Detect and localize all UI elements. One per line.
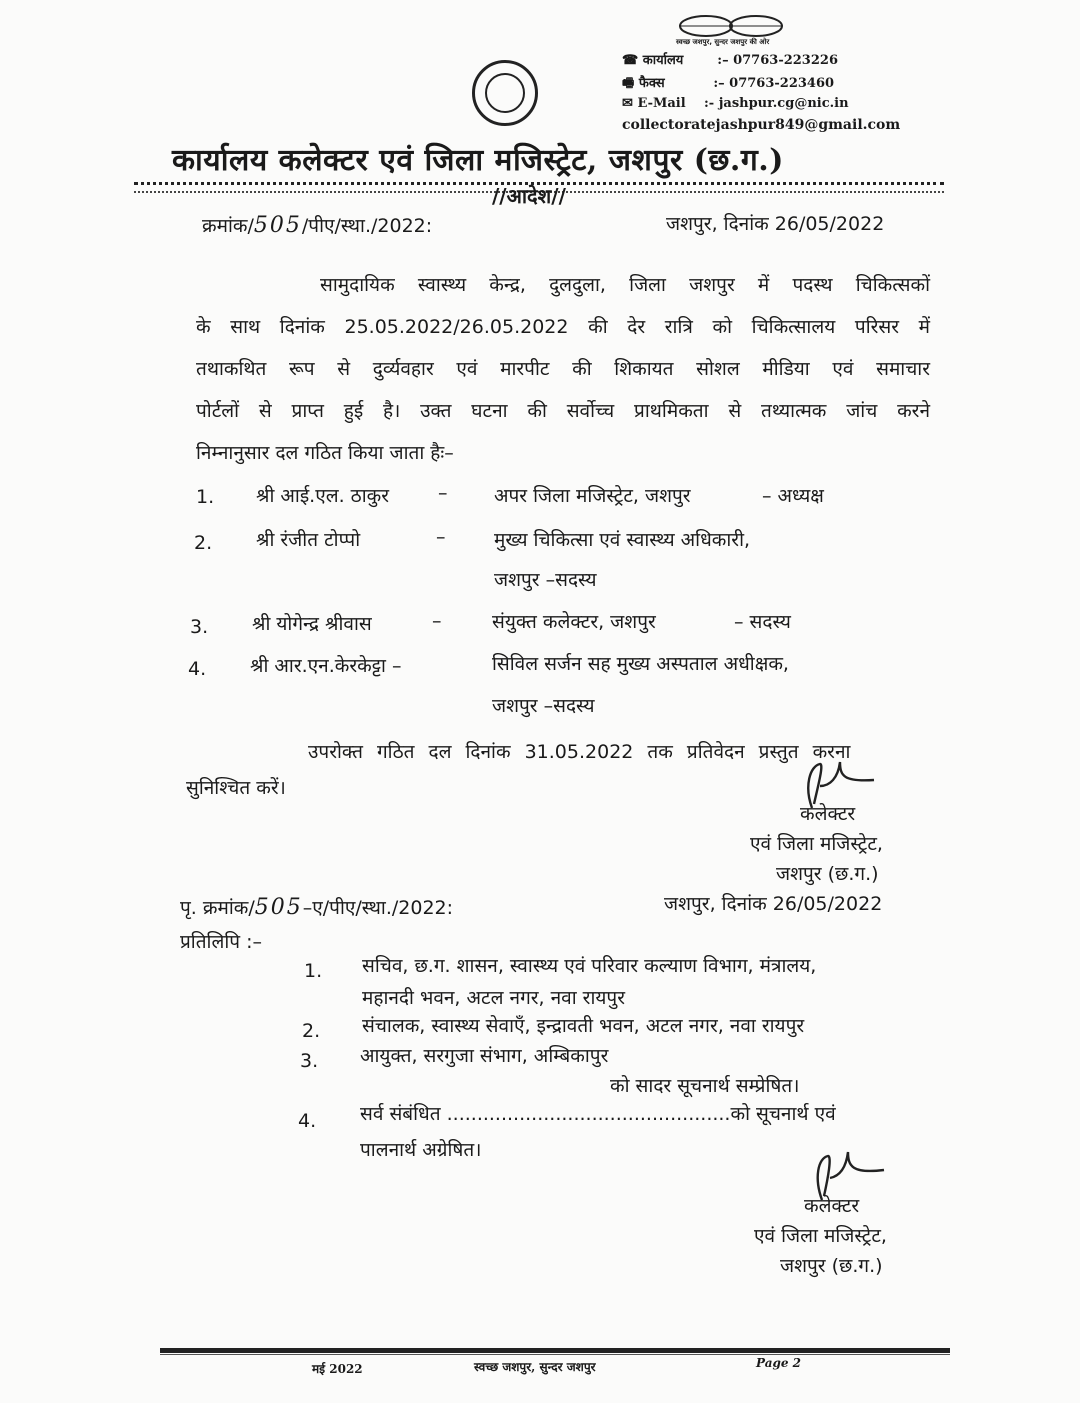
- copy-item-1: सचिव, छ.ग. शासन, स्वास्थ्य एवं परिवार कल्याण विभाग, मंत्रालय,: [362, 955, 817, 977]
- copy-item-4-num: 4.: [298, 1110, 317, 1132]
- logo-tagline: स्वच्छ जशपुर, सुन्दर जशपुर की ओर: [676, 38, 770, 46]
- member-3-num: 3.: [190, 616, 209, 638]
- phone-number: :– 07763-223226: [717, 53, 838, 68]
- forward-note: को सादर सूचनार्थ सम्प्रेषित।: [610, 1075, 800, 1097]
- document-page: स्वच्छ जशपुर, सुन्दर जशपुर की ओर ☎ कार्यालय :– 07763-223226 🖷 फैक्स :– 07763-223460 ✉ E-Mail :- jashpur.cg@nic.in collectoratejashpur849@gmail.com कार्यालय कलेक्टर एवं जिला मजिस्ट्रेट, जशपुर (छ.ग.) //आदेश// क्रमांक/505/पीए/स्था./2022: जशपुर, दिनांक 26/05/2022 सामुदायिक स्वास्थ्य केन्द्र, दुलदुला, जिला जशपुर में पदस्थ चिकित्सकों के साथ दिनांक 25.05.2022/26.05.2022 की देर रात्रि को चिकित्सालय परिसर में तथाकथित रूप से दुर्व्यवहार एवं मारपीट की शिकायत सोशल मीडिया एवं समाचार पोर्टलों से प्राप्त हुई है। उक्त घटना की सर्वोच्च प्राथमिकता से तथ्यात्मक जांच करने निम्नानुसार दल गठित किया जाता हैः– 1. श्री आई.एल. ठाकुर – अपर जिला मजिस्ट्रेट, जशपुर – अध्यक्ष 2. श्री रंजीत टोप्पो – मुख्य चिकित्सा एवं स्वास्थ्य अधिकारी, जशपुर –सदस्य 3. श्री योगेन्द्र श्रीवास – संयुक्त कलेक्टर, जशपुर – सदस्य 4. श्री आर.एन.केरकेट्टा – सिविल सर्जन सह मुख्य अस्पताल अधीक्षक, जशपुर –सदस्य उपरोक्त गठित दल दिनांक 31.05.2022 तक प्रतिवेदन प्रस्तुत करना सुनिश्चित करें। कलेक्टर एवं जिला मजिस्ट्रेट, जशपुर (छ.ग.) पृ. क्रमांक/505–ए/पीए/स्था./2022: जशपुर, दिनांक 26/05/2022 प्रतिलिपि :– 1. सचिव, छ.ग. शासन, स्वास्थ्य एवं परिवार कल्याण विभाग, मंत्रालय, महानदी भवन, अटल नगर, नवा रायपुर 2. संचालक, स्वास्थ्य सेवाएँ, इन्द्रावती भवन, अटल नगर, नवा रायपुर 3. आयुक्त, सरगुजा संभाग, अम्बिकापुर को सादर सूचनार्थ सम्प्रेषित। 4. सर्व संबंधित ...............................................को सूचनार्थ एवं पालनार्थ अग्रेषित। कलेक्टर एवं जिला मजिस्ट्रेट, जशपुर (छ.ग.) मई 2022 स्वच्छ जशपुर, सुन्दर जशपुर Page 2: [0, 0, 1080, 1403]
- member-2-post: मुख्य चिकित्सा एवं स्वास्थ्य अधिकारी,: [494, 529, 751, 551]
- member-4-num: 4.: [188, 658, 207, 680]
- phone-icon: ☎: [622, 53, 639, 68]
- member-2-num: 2.: [194, 532, 213, 554]
- email-row: ✉ E-Mail :- jashpur.cg@nic.in: [622, 96, 849, 111]
- signatory-title: कलेक्टर: [800, 803, 856, 825]
- copy-item-3: आयुक्त, सरगुजा संभाग, अम्बिकापुर: [360, 1045, 609, 1067]
- mail-icon: ✉: [622, 96, 633, 111]
- footer-page-number: Page 2: [756, 1356, 802, 1370]
- copy-ref-number-handwritten: 505: [254, 895, 303, 920]
- fax-icon: 🖷: [622, 76, 635, 91]
- copy-item-2: संचालक, स्वास्थ्य सेवाएँ, इन्द्रावती भवन, अटल नगर, नवा रायपुर: [362, 1015, 805, 1037]
- copy-item-4: सर्व संबंधित ...............................................को सूचनार्थ एवं: [360, 1103, 836, 1125]
- member-3-post: संयुक्त कलेक्टर, जशपुर: [492, 611, 656, 633]
- copy-item-1-line-2: महानदी भवन, अटल नगर, नवा रायपुर: [362, 987, 625, 1009]
- copy-item-1-num: 1.: [304, 960, 323, 982]
- member-3-role: – सदस्य: [734, 611, 791, 633]
- swachh-bharat-logo: [676, 14, 788, 40]
- para-line-4: पोर्टलों से प्राप्त हुई है। उक्त घटना की सर्वोच्च प्राथमिकता से तथ्यात्मक जांच करने: [196, 400, 930, 422]
- copy-signatory-designation: एवं जिला मजिस्ट्रेट,: [754, 1225, 887, 1247]
- fax-row: 🖷 फैक्स :– 07763-223460: [622, 76, 835, 91]
- member-4-name: श्री आर.एन.केरकेट्टा –: [250, 655, 402, 677]
- copy-item-2-num: 2.: [302, 1020, 321, 1042]
- order-date: जशपुर, दिनांक 26/05/2022: [666, 213, 885, 235]
- footer-slogan: स्वच्छ जशपुर, सुन्दर जशपुर: [474, 1360, 596, 1374]
- copy-signatory-place: जशपुर (छ.ग.): [780, 1255, 883, 1277]
- para-line-1: सामुदायिक स्वास्थ्य केन्द्र, दुलदुला, जिला जशपुर में पदस्थ चिकित्सकों: [320, 274, 930, 296]
- closing-line-1: उपरोक्त गठित दल दिनांक 31.05.2022 तक प्रतिवेदन प्रस्तुत करना: [308, 741, 851, 763]
- signatory-place: जशपुर (छ.ग.): [776, 863, 879, 885]
- order-reference: क्रमांक/505/पीए/स्था./2022:: [202, 213, 433, 238]
- copy-item-3-num: 3.: [300, 1050, 319, 1072]
- para-line-2: के साथ दिनांक 25.05.2022/26.05.2022 की देर रात्रि को चिकित्सालय परिसर में: [196, 316, 930, 338]
- fax-number: :– 07763-223460: [713, 76, 835, 91]
- phone-row: ☎ कार्यालय :– 07763-223226: [622, 53, 838, 68]
- signatory-designation: एवं जिला मजिस्ट्रेट,: [750, 833, 883, 855]
- member-1-post: अपर जिला मजिस्ट्रेट, जशपुर: [494, 485, 691, 507]
- state-emblem-icon: [472, 60, 538, 126]
- copy-signatory-title: कलेक्टर: [804, 1195, 860, 1217]
- copy-date: जशपुर, दिनांक 26/05/2022: [664, 893, 883, 915]
- member-2-name: श्री रंजीत टोप्पो: [256, 529, 361, 551]
- member-3-name: श्री योगेन्द्र श्रीवास: [252, 613, 372, 635]
- office-title: कार्यालय कलेक्टर एवं जिला मजिस्ट्रेट, जशपुर (छ.ग.): [172, 143, 784, 178]
- member-1-role: – अध्यक्ष: [762, 485, 824, 507]
- copy-label: प्रतिलिपि :–: [180, 931, 263, 953]
- member-1-name: श्री आई.एल. ठाकुर: [256, 485, 389, 507]
- copy-item-4-line-2: पालनार्थ अग्रेषित।: [360, 1139, 482, 1161]
- member-4-post-2: जशपुर –सदस्य: [492, 695, 595, 717]
- closing-line-2: सुनिश्चित करें।: [186, 777, 286, 799]
- member-4-post: सिविल सर्जन सह मुख्य अस्पताल अधीक्षक,: [492, 653, 789, 675]
- para-line-5: निम्नानुसार दल गठित किया जाता हैः–: [196, 442, 454, 464]
- member-2-post-2: जशपुर –सदस्य: [494, 569, 597, 591]
- order-paragraph: [196, 264, 930, 474]
- email-address-2: collectoratejashpur849@gmail.com: [622, 117, 901, 133]
- para-line-3: तथाकथित रूप से दुर्व्यवहार एवं मारपीट की शिकायत सोशल मीडिया एवं समाचार: [196, 358, 930, 380]
- ref-number-handwritten: 505: [253, 213, 302, 238]
- footer-month: मई 2022: [312, 1362, 363, 1376]
- order-heading: //आदेश//: [492, 184, 566, 208]
- member-1-num: 1.: [196, 486, 215, 508]
- copy-reference: पृ. क्रमांक/505–ए/पीए/स्था./2022:: [180, 895, 454, 920]
- footer-rule: [160, 1348, 950, 1353]
- email-address: :- jashpur.cg@nic.in: [703, 96, 849, 111]
